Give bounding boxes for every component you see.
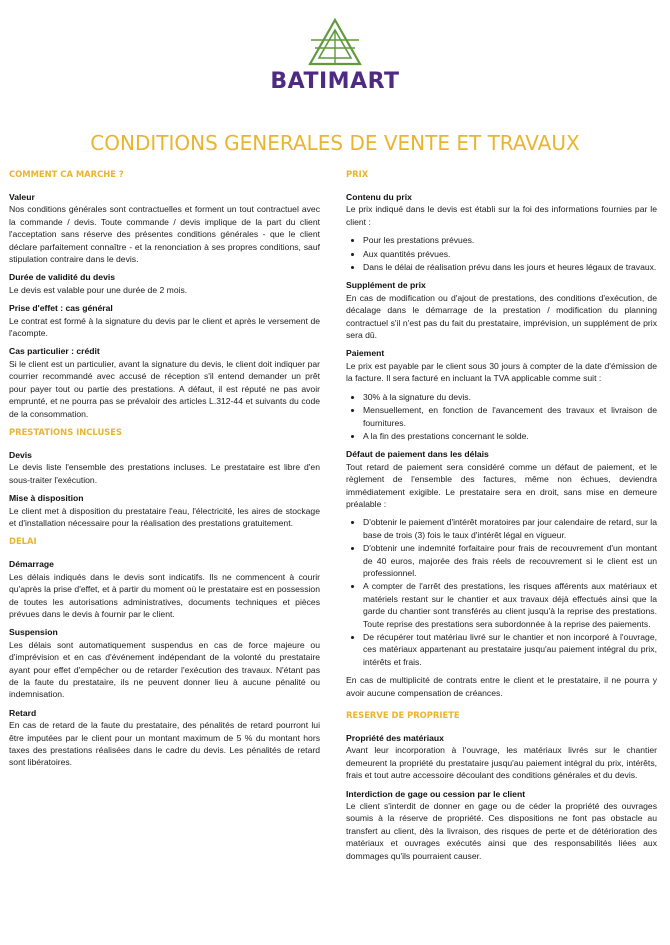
paragraph-defaut-paiement: Tout retard de paiement sera considéré comme un défaut de paiement, et le règlement de l'ensemble des factures, même non échues, deviendra immédiatement exigible. Le prestataire sera en droit, sans mise en demeure préalable : (346, 461, 657, 509)
paragraph-supplement-prix: En cas de modification ou d'ajout de prestations, des conditions d'exécution, de décalage dans le démarrage de la prestation / modification du planning contractuel s'il n'est pas du fait du prestataire, imprévision, un supplément de prix sera dû. (346, 292, 657, 341)
list-item: • Aux quantités prévues. (363, 248, 657, 260)
brand-name: BATIMART (270, 69, 400, 94)
subheading-prise-effet: Prise d'effet : cas général (9, 303, 113, 314)
list-item: • Pour les prestations prévues. (363, 234, 657, 246)
paragraph-credit: Si le client est un particulier, avant la signature du devis, le client doit indiquer par courrier recommandé avec accusé de réception s'il entend demander un prêt pour payer tout ou partie des prestations. A défaut, il est réputé ne pas avoir emprunté, et ne pourra pas se prévaloir des articles L.312-44 et suivants du code de la consommation. (9, 358, 320, 419)
subheading-credit: Cas particulier : crédit (9, 346, 100, 357)
subheading-contenu-prix: Contenu du prix (346, 192, 412, 202)
paragraph-demarrage: Les délais indiqués dans le devis sont indicatifs. Ils ne commencent à courir qu'après la prise d'effet, et à partir du moment où le prestataire est en possession de toutes les autorisations administratives, documents techniques et pièces prévues dans le devis à fournir par le client. (9, 571, 320, 619)
list-item: • 30% à la signature du devis. (363, 391, 657, 403)
subheading-demarrage: Démarrage (9, 559, 54, 570)
list-item: • A compter de l'arrêt des prestations, les risques afférents aux matériaux et matériels restant sur le chantier et aux travaux déjà effectués ainsi que la garde du chantier sont transférés au client jusqu'à la reprise des prestations. Toute reprise des prestations sera subordonnée à la reprise des paiements. (363, 580, 657, 630)
list-defaut-paiement (346, 516, 657, 668)
left-column (9, 168, 320, 775)
subheading-valeur: Valeur (9, 192, 35, 202)
paragraph-multiplicite-contrats: En cas de multiplicité de contrats entre le client et le prestataire, il ne pourra y avoir aucune compensation de créances. (346, 675, 657, 698)
subheading-propriete-materiaux: Propriété des matériaux (346, 733, 444, 744)
paragraph-suspension: Les délais sont automatiquement suspendus en cas de force majeure ou d'imprévision et en cas d'événement indépendant de la volonté du prestataire ayant pour effet d'empêcher ou de retarder l'exécution des travaux. N'étant pas de la faute du prestataire, ils ne peuvent donner lieu à aucune pénalité ou indemnisation. (9, 639, 320, 700)
section-title-comment-ca-marche: COMMENT CA MARCHE ? (9, 169, 124, 179)
section-title-prestations-incluses: PRESTATIONS INCLUSES (9, 426, 123, 437)
list-item: • D'obtenir le paiement d'intérêt moratoires par jour calendaire de retard, sur la base de trois (3) fois le taux d'intérêt légal en vigueur. (363, 516, 657, 541)
list-contenu-prix (346, 234, 657, 273)
section-title-delai: DELAI (9, 536, 37, 547)
list-item: • D'obtenir une indemnité forfaitaire pour frais de recouvrement d'un montant de 40 euros, majorée des frais réels de recouvrement si le client est un professionnel. (363, 542, 657, 579)
paragraph-contenu-prix: Le prix indiqué dans le devis est établi sur la foi des informations fournies par le client : (346, 204, 657, 227)
section-title-reserve-propriete: RESERVE DE PROPRIETE (346, 710, 460, 721)
paragraph-valeur: Nos conditions générales sont contractuelles et forment un tout contractuel avec la commande / devis. Toute commande / devis implique de la part du client l'acceptation sans réserve des présentes conditions générales - que le client déclare parfaitement connaître - et la renonciation à ses propres conditions, sauf stipulation contraire dans le devis. (9, 204, 320, 265)
page-title: CONDITIONS GENERALES DE VENTE ET TRAVAUX (90, 131, 580, 155)
paragraph-prise-effet: Le contrat est formé à la signature du devis par le client et après le versement de l'acompte. (9, 315, 320, 339)
subheading-paiement: Paiement (346, 348, 385, 359)
right-column (346, 168, 657, 868)
logo (0, 18, 670, 94)
list-paiement (346, 391, 657, 443)
paragraph-paiement: Le prix est payable par le client sous 30 jours à compter de la date d'émission de la facture. Il sera facturé en incluant la TVA applicable comme suit : (346, 360, 657, 384)
subheading-interdiction-gage: Interdiction de gage ou cession par le client (346, 788, 526, 799)
subheading-defaut-paiement: Défaut de paiement dans les délais (346, 449, 489, 460)
list-item: • Mensuellement, en fonction de l'avancement des travaux et livraison de fournitures. (363, 404, 657, 429)
subheading-devis: Devis (9, 449, 32, 460)
list-item: • Dans le délai de réalisation prévu dans les jours et heures légaux de travaux. (363, 261, 657, 273)
subheading-retard: Retard (9, 707, 37, 718)
section-title-prix: PRIX (346, 169, 369, 179)
list-item: • A la fin des prestations concernant le solde. (363, 430, 657, 442)
subheading-supplement-prix: Supplément de prix (346, 280, 426, 291)
list-item: • De récupérer tout matériau livré sur le chantier et non incorporé à l'ouvrage, ces matériaux appartenant au prestataire jusqu'au paiement intégral du prix, intérêts et frais. (363, 631, 657, 668)
subheading-duree: Durée de validité du devis (9, 272, 116, 283)
paragraph-duree: Le devis est valable pour une durée de 2 mois. (9, 284, 188, 295)
paragraph-mise-a-disposition: Le client met à disposition du prestataire l'eau, l'électricité, les aires de stockage et d'installation nécessaire pour la réalisation des prestations gratuitement. (9, 505, 320, 528)
logo-triangle-icon (307, 18, 363, 68)
paragraph-propriete-materiaux: Avant leur incorporation à l'ouvrage, les matériaux livrés sur le chantier demeurent la propriété du prestataire jusqu'au paiement intégral du prix, intérêts, frais et tout autre accessoire découlant des conditions générales et du devis. (346, 745, 657, 781)
paragraph-devis: Le devis liste l'ensemble des prestations incluses. Le prestataire est libre d'en sous-traiter l'exécution. (9, 462, 320, 485)
paragraph-interdiction-gage: Le client s'interdit de donner en gage ou de céder la propriété des ouvrages soumis à la réserve de propriété. Ces dispositions ne font pas obstacle au transfert au client, dès la livraison, des risques de perte et de détérioration des matériaux et ouvrages exécutés ainsi que des responsabilités liées aux dommages qu'ils pourraient causer. (346, 801, 657, 861)
subheading-suspension: Suspension (9, 627, 58, 638)
paragraph-retard: En cas de retard de la faute du prestataire, des pénalités de retard pourront lui être imputées par le client pour un montant maximum de 5 % du montant hors taxes des prestations réalisées dans le cadre du devis. Les pénalités de retard sont libératoires. (9, 720, 320, 768)
subheading-mise-a-disposition: Mise à disposition (9, 493, 84, 504)
